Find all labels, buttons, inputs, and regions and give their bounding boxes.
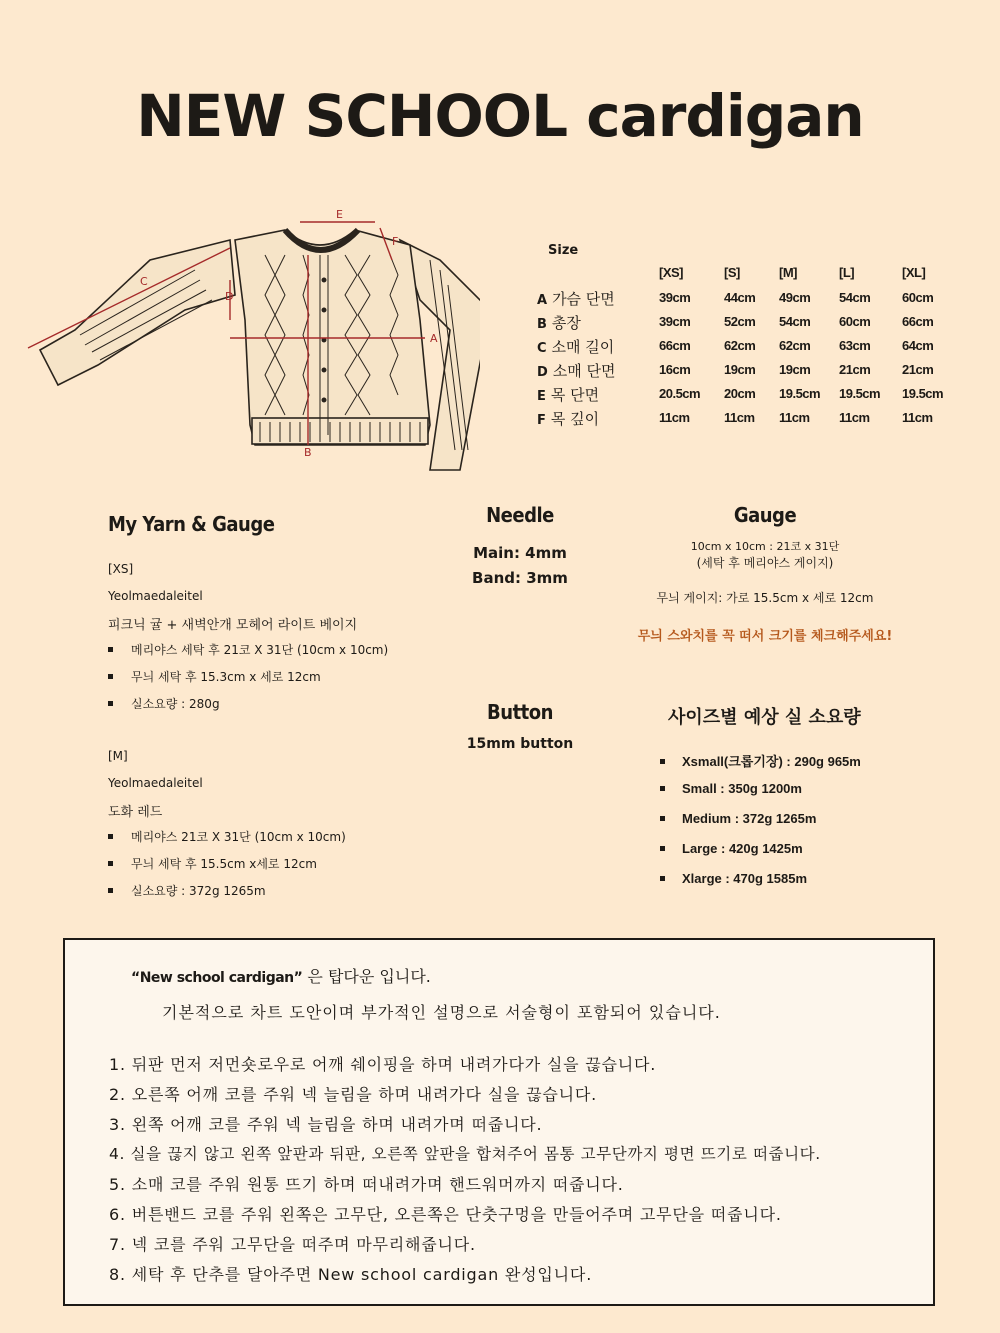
list-item-text: Xsmall(크롭기장) : 290g 965m <box>682 754 861 769</box>
cell: 11cm <box>839 410 870 425</box>
list-item <box>108 828 346 845</box>
instructions-box <box>63 938 935 1306</box>
cell: 54cm <box>779 314 811 329</box>
gauge-warning: 무늬 스와치를 꼭 떠서 크기를 체크해주세요! <box>637 629 893 644</box>
label-f: F <box>392 235 399 248</box>
cell: 11cm <box>724 410 755 425</box>
xs-size: [XS] <box>108 562 134 576</box>
label-e: E <box>336 208 343 221</box>
cell: 21cm <box>902 362 934 377</box>
row-key: C <box>537 341 547 356</box>
list-item: 4. 실을 끊지 않고 왼쪽 앞판과 뒤판, 오른쪽 앞판을 합쳐주어 몸통 고무단까지 평면 뜨기로 떠줍니다. <box>109 1145 821 1163</box>
list-item <box>660 751 861 770</box>
yardage-section <box>660 703 960 886</box>
list-item <box>660 811 816 826</box>
cell: 63cm <box>839 338 871 353</box>
table-row <box>537 360 957 382</box>
cell: 16cm <box>659 362 691 377</box>
m-yarn: 도화 레드 <box>108 805 163 820</box>
list-item <box>660 781 802 796</box>
list-item <box>660 871 807 886</box>
yarn-gauge-heading: My Yarn & Gauge <box>108 512 275 536</box>
table-row <box>537 408 957 430</box>
cell: 44cm <box>724 290 756 305</box>
size-s: [S] <box>724 265 740 280</box>
cell: 19.5cm <box>779 386 821 401</box>
row-name: 목 단면 <box>550 386 600 404</box>
list-item <box>108 882 266 899</box>
needle-heading: Needle <box>486 503 554 527</box>
table-row <box>537 336 957 358</box>
needle-main: Main: 4mm <box>473 544 567 562</box>
size-xl: [XL] <box>902 265 926 280</box>
intro-line-2: 기본적으로 차트 도안이며 부가적인 설명으로 서술형이 포함되어 있습니다. <box>162 1003 721 1022</box>
intro-line <box>131 964 431 987</box>
list-item-text: Large : 420g 1425m <box>682 841 803 856</box>
list-item: 6. 버튼밴드 코를 주워 왼쪽은 고무단, 오른쪽은 단춧구멍을 만들어주며 고무단을 떠줍니다. <box>109 1205 782 1224</box>
cell: 66cm <box>659 338 691 353</box>
steps-list <box>109 1052 821 1292</box>
list-item: 2. 오른쪽 어깨 코를 주워 넥 늘림을 하며 내려가다 실을 끊습니다. <box>109 1085 598 1104</box>
gauge-heading: Gauge <box>733 503 797 527</box>
label-a: A <box>430 332 438 345</box>
cell: 66cm <box>902 314 934 329</box>
needle-band: Band: 3mm <box>472 569 568 587</box>
row-name: 소매 단면 <box>552 362 616 380</box>
cell: 21cm <box>839 362 871 377</box>
cell: 60cm <box>839 314 871 329</box>
button-size: 15mm button <box>466 736 574 752</box>
cell: 19.5cm <box>902 386 944 401</box>
intro-rest: 은 탑다운 입니다. <box>302 967 431 986</box>
table-row <box>537 312 957 334</box>
cell: 39cm <box>659 290 691 305</box>
list-item-text: 실소요량 : 372g 1265m <box>131 884 266 898</box>
gauge-pattern: 무늬 게이지: 가로 15.5cm x 세로 12cm <box>656 591 874 605</box>
size-l: [L] <box>839 265 855 280</box>
cell: 11cm <box>902 410 933 425</box>
list-item-text: Small : 350g 1200m <box>682 781 802 796</box>
list-item-text: Medium : 372g 1265m <box>682 811 817 826</box>
intro-name: “New school cardigan” <box>131 970 303 986</box>
list-item: 7. 넥 코를 주워 고무단을 떠주며 마무리해줍니다. <box>109 1235 476 1254</box>
cell: 62cm <box>779 338 811 353</box>
xs-brand: Yeolmaedaleitel <box>108 589 203 603</box>
list-item: 3. 왼쪽 어깨 코를 주워 넥 늘림을 하며 내려가며 떠줍니다. <box>109 1115 543 1134</box>
list-item <box>108 668 321 685</box>
row-name: 목 깊이 <box>550 410 600 428</box>
page-title: NEW SCHOOL cardigan <box>136 82 864 150</box>
row-key: D <box>537 365 548 380</box>
cell: 64cm <box>902 338 934 353</box>
cell: 19cm <box>724 362 756 377</box>
cell: 52cm <box>724 314 756 329</box>
list-item-text: 메리야스 세탁 후 21코 X 31단 (10cm x 10cm) <box>131 643 389 657</box>
m-brand: Yeolmaedaleitel <box>108 776 203 790</box>
cardigan-diagram <box>20 200 480 480</box>
yardage-heading: 사이즈별 예상 실 소요량 <box>668 707 861 728</box>
size-header-row <box>537 265 957 287</box>
list-item <box>660 841 803 856</box>
cell: 39cm <box>659 314 691 329</box>
cell: 11cm <box>779 410 810 425</box>
table-row <box>537 288 957 310</box>
table-row <box>537 384 957 406</box>
row-key: A <box>537 293 548 308</box>
list-item-text: Xlarge : 470g 1585m <box>682 871 808 886</box>
list-item <box>108 695 220 712</box>
m-size: [M] <box>108 749 128 763</box>
row-key: B <box>537 317 547 332</box>
list-item: 8. 세탁 후 단추를 달아주면 New school cardigan 완성입니다. <box>109 1265 593 1284</box>
list-item-text: 무늬 세탁 후 15.5cm x세로 12cm <box>131 857 317 871</box>
cell: 20.5cm <box>659 386 701 401</box>
size-m: [M] <box>779 265 797 280</box>
button-heading: Button <box>487 700 553 724</box>
cell: 19.5cm <box>839 386 881 401</box>
list-item-text: 메리야스 21코 X 31단 (10cm x 10cm) <box>131 830 346 844</box>
label-d: D <box>225 290 234 303</box>
cell: 49cm <box>779 290 811 305</box>
list-item-text: 무늬 세탁 후 15.3cm x 세로 12cm <box>131 670 321 684</box>
xs-yarn: 피크닉 귤 + 새벽안개 모헤어 라이트 베이지 <box>108 618 358 633</box>
cell: 19cm <box>779 362 811 377</box>
left-sleeve <box>40 240 235 385</box>
cell: 20cm <box>724 386 756 401</box>
cell: 54cm <box>839 290 871 305</box>
gauge-line2: (세탁 후 메리야스 게이지) <box>696 556 834 570</box>
row-name: 총장 <box>551 314 581 332</box>
cell: 11cm <box>659 410 690 425</box>
list-item <box>108 855 317 872</box>
label-c: C <box>140 275 148 288</box>
size-xs: [XS] <box>659 265 683 280</box>
row-name: 가슴 단면 <box>552 290 615 308</box>
list-item: 1. 뒤판 먼저 저먼숏로우로 어깨 쉐이핑을 하며 내려가다가 실을 끊습니다. <box>109 1055 657 1074</box>
cell: 60cm <box>902 290 934 305</box>
cell: 62cm <box>724 338 756 353</box>
label-b: B <box>304 446 312 459</box>
list-item: 5. 소매 코를 주워 원통 뜨기 하며 떠내려가며 핸드워머까지 떠줍니다. <box>109 1175 624 1194</box>
row-name: 소매 길이 <box>551 338 615 356</box>
list-item-text: 실소요량 : 280g <box>131 697 220 711</box>
row-key: E <box>537 389 546 404</box>
gauge-line1: 10cm x 10cm : 21코 x 31단 <box>690 540 840 553</box>
list-item <box>108 641 388 658</box>
needle-section <box>458 503 582 591</box>
row-key: F <box>537 413 546 428</box>
size-table-title: Size <box>548 243 579 258</box>
gauge-section <box>615 503 915 644</box>
yarn-gauge-section <box>108 512 468 898</box>
button-section <box>458 700 582 752</box>
